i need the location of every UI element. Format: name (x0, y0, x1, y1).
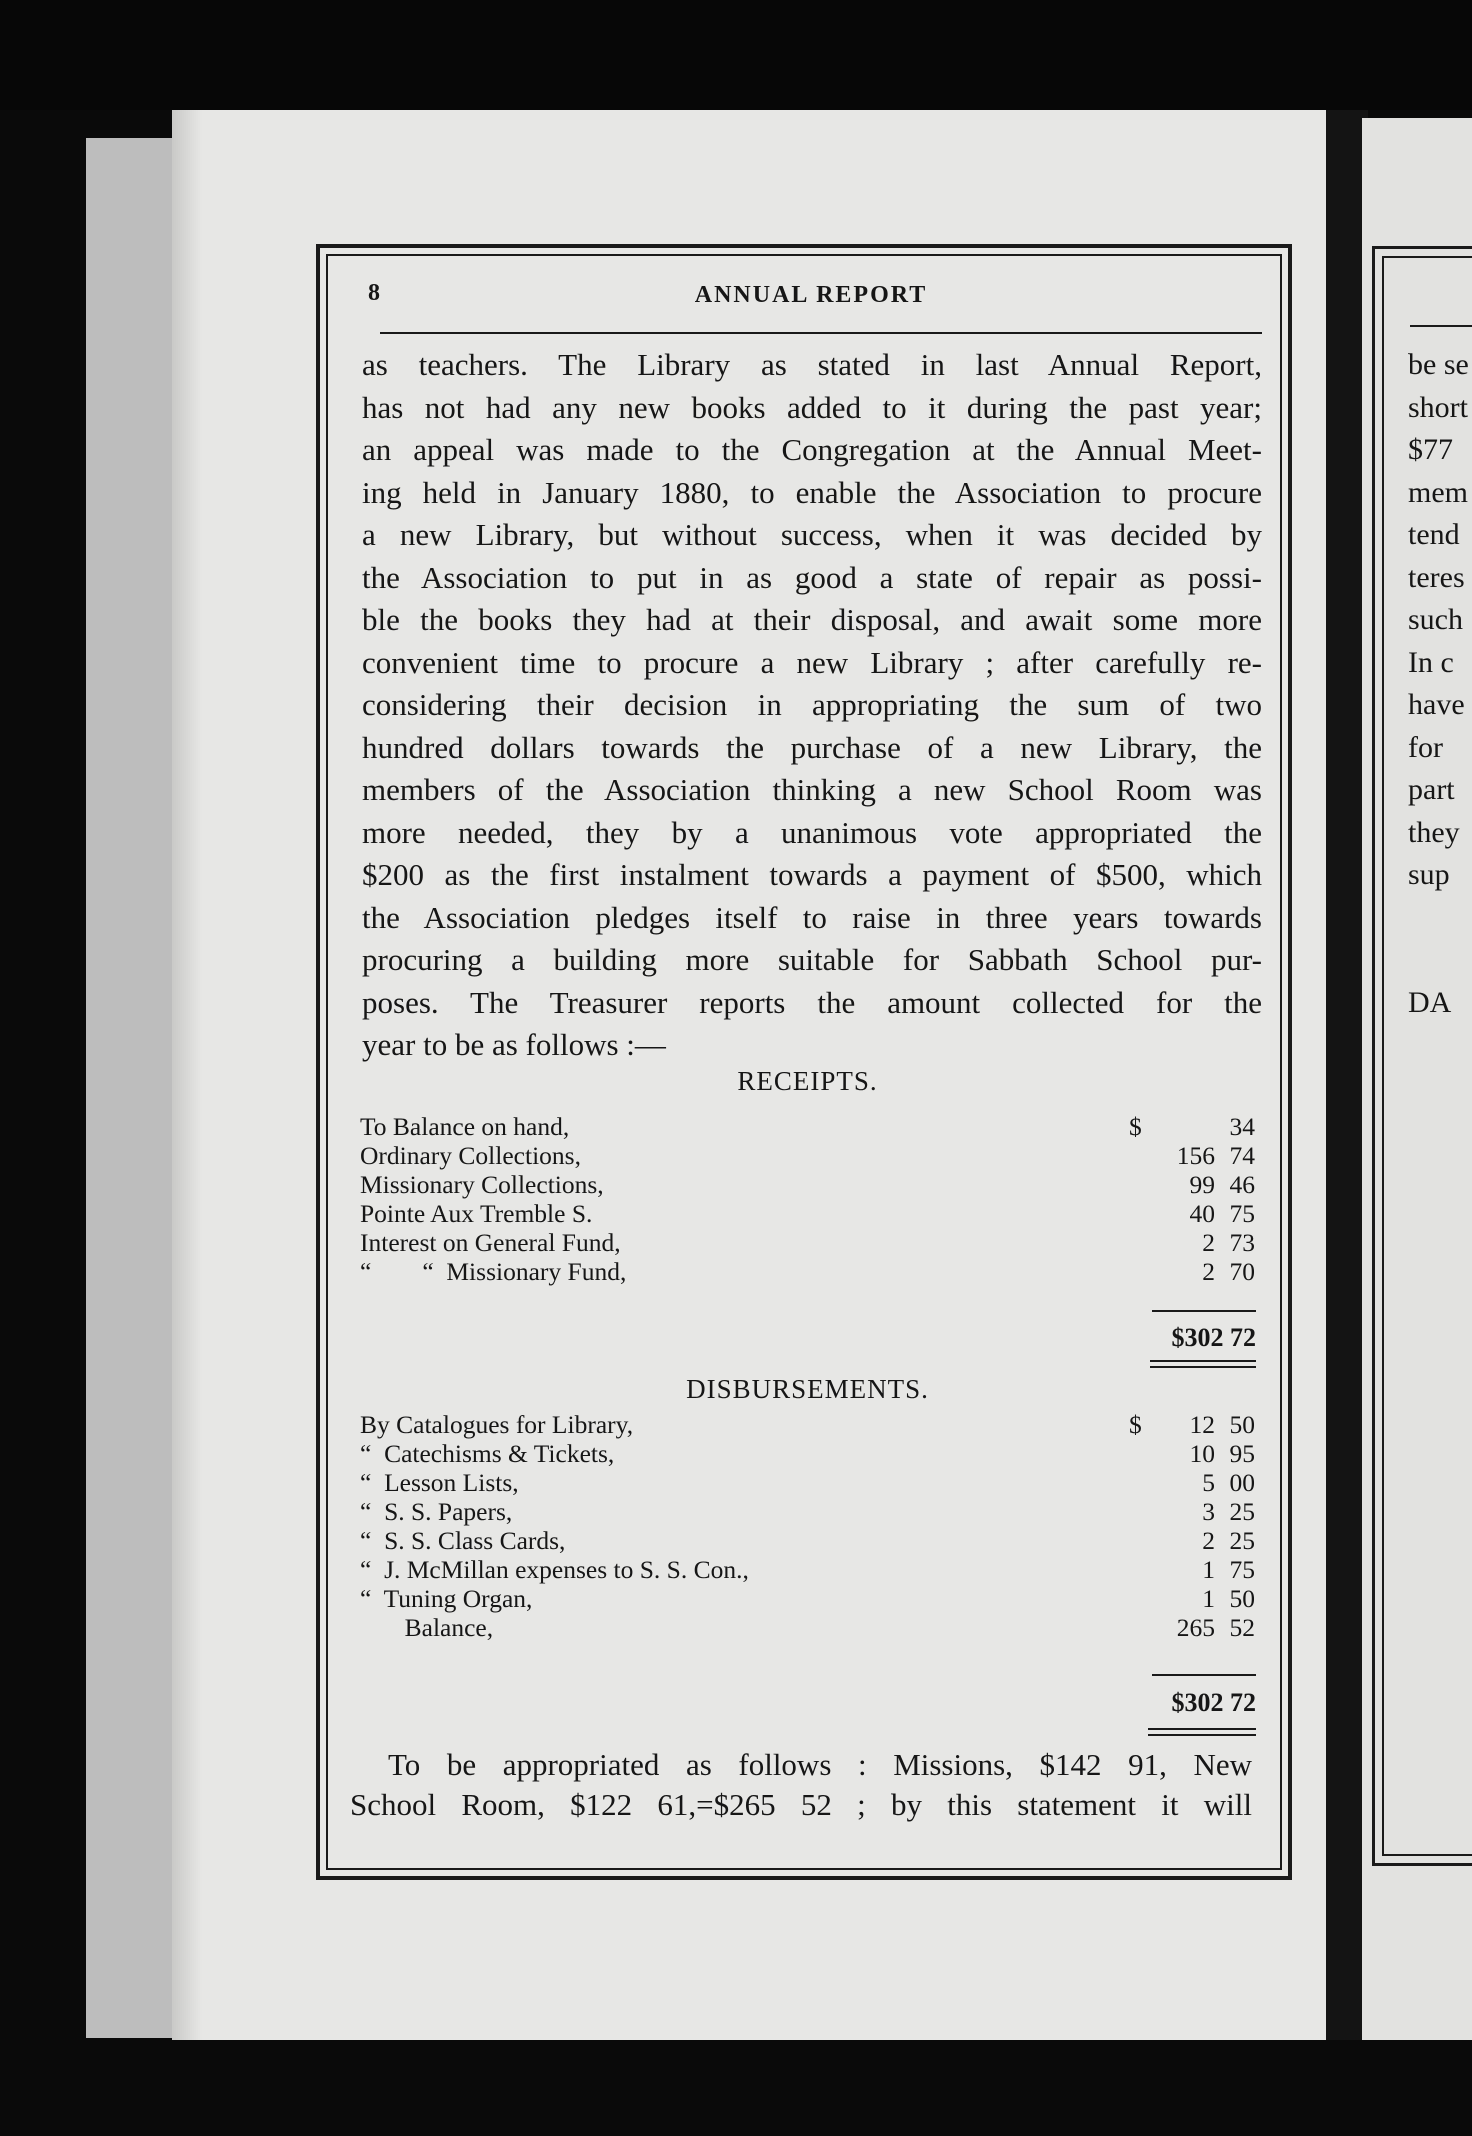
amount-cents: 46 (1229, 1170, 1255, 1199)
body-line: the Association to put in as good a state of repair as possi- (362, 559, 1262, 595)
disbursements-row (360, 1468, 1255, 1497)
amount-cents: 25 (1229, 1526, 1255, 1555)
currency-sign: $ (1129, 1410, 1142, 1439)
currency-sign: $ (1129, 1112, 1142, 1141)
facing-page-fragment: In c (1408, 645, 1454, 679)
body-line: ing held in January 1880, to enable the Association to procure (362, 474, 1262, 510)
body-line: considering their decision in appropriating the sum of two (362, 687, 1262, 722)
amount-cents: 95 (1229, 1439, 1255, 1468)
receipts-total-rule-1 (1150, 1360, 1256, 1362)
body-line: a new Library, but without success, when it was decided by (362, 517, 1262, 552)
facing-page-fragment: part (1408, 773, 1455, 806)
amount-dollars: 1 (1202, 1555, 1215, 1584)
amount-dollars: 2 (1202, 1526, 1215, 1555)
amount-cents: 00 (1229, 1468, 1255, 1497)
body-line: procuring a building more suitable for Sabbath School pur- (362, 942, 1262, 977)
body-line: ble the books they had at their disposal, and await some more (362, 602, 1262, 637)
body-line: has not had any new books added to it during the past year; (362, 389, 1262, 425)
page-shading (172, 110, 202, 2045)
header-rule (380, 332, 1262, 334)
disbursements-heading: DISBURSEMENTS. (686, 1374, 929, 1404)
disbursements-row (360, 1526, 1255, 1555)
receipts-row (360, 1170, 1255, 1199)
receipts-total-rule-2 (1150, 1366, 1256, 1368)
amount-dollars: 3 (1202, 1497, 1215, 1526)
body-line: as teachers. The Library as stated in last Annual Report, (362, 347, 1262, 382)
amount-cents: 25 (1229, 1497, 1255, 1526)
body-line: more needed, they by a unanimous vote appropriated the (362, 814, 1262, 850)
receipts-total: $302 72 (1171, 1323, 1256, 1352)
receipts-row-label: “ “ Missionary Fund, (360, 1257, 627, 1286)
receipts-row-label: Missionary Collections, (360, 1170, 604, 1199)
facing-page-fragment: tend (1408, 518, 1460, 551)
amount-cents: 52 (1229, 1613, 1255, 1642)
amount-dollars: 156 (1176, 1141, 1215, 1170)
facing-page-fragment: sup (1408, 858, 1450, 891)
page-number: 8 (368, 280, 380, 306)
facing-page-fragment: be se (1408, 348, 1469, 381)
receipts-row-label: Pointe Aux Tremble S. (360, 1199, 593, 1228)
disbursements-total-rule-top (1152, 1674, 1256, 1676)
closing-line: To be appropriated as follows : Missions, $142 91, New (388, 1747, 1252, 1782)
running-title: ANNUAL REPORT (694, 282, 928, 308)
body-line: an appeal was made to the Congregation at the Annual Meet- (362, 432, 1262, 467)
amount-dollars: 40 (1189, 1199, 1215, 1228)
amount-cents: 73 (1229, 1228, 1255, 1257)
disbursements-table (360, 1410, 1255, 1642)
page-stack-edge (86, 138, 186, 2038)
dark-background-bottom (0, 2040, 1472, 2136)
facing-page-text (1408, 344, 1472, 1024)
disbursements-row-label: Balance, (360, 1613, 494, 1642)
facing-page-header-rule (1410, 325, 1472, 327)
facing-page-fragment: for (1408, 730, 1443, 764)
facing-page-fragment: they (1408, 815, 1460, 849)
amount-cents: 70 (1229, 1257, 1255, 1286)
disbursements-row-label: “ Lesson Lists, (360, 1468, 519, 1497)
disbursements-row (360, 1497, 1255, 1526)
receipts-row-label: Interest on General Fund, (360, 1228, 621, 1257)
receipts-row-label: To Balance on hand, (360, 1112, 570, 1141)
facing-page-fragment: mem (1408, 475, 1468, 509)
disbursements-row-label: “ Catechisms & Tickets, (360, 1439, 615, 1468)
amount-cents: 75 (1229, 1555, 1255, 1584)
amount-dollars: 10 (1189, 1439, 1215, 1468)
closing-line: School Room, $122 61,=$265 52 ; by this statement it will (350, 1787, 1252, 1822)
amount-dollars: 12 (1189, 1410, 1215, 1439)
receipts-row (360, 1199, 1255, 1228)
receipts-total-rule-top (1152, 1310, 1256, 1312)
amount-cents: 50 (1229, 1584, 1255, 1613)
disbursements-row-label: By Catalogues for Library, (360, 1410, 634, 1439)
amount-dollars: 265 (1176, 1613, 1215, 1642)
receipts-row (360, 1112, 1255, 1141)
amount-cents: 50 (1229, 1410, 1255, 1439)
disbursements-row-label: “ S. S. Papers, (360, 1497, 513, 1526)
body-line: hundred dollars towards the purchase of a new Library, the (362, 729, 1262, 765)
closing-paragraph (350, 1745, 1252, 1825)
body-line: convenient time to procure a new Library ; after carefully re- (362, 644, 1262, 680)
amount-dollars: 1 (1202, 1584, 1215, 1613)
disbursements-total: $302 72 (1171, 1688, 1256, 1717)
body-line: $200 as the first instalment towards a payment of $500, which (362, 857, 1262, 892)
disbursements-total-rule-1 (1148, 1728, 1256, 1730)
amount-dollars: 2 (1202, 1257, 1215, 1286)
body-line: year to be as follows :— (362, 1027, 666, 1062)
receipts-row (360, 1228, 1255, 1257)
disbursements-row (360, 1555, 1255, 1584)
disbursements-row (360, 1410, 1255, 1439)
receipts-row (360, 1257, 1255, 1286)
page-header (368, 280, 1254, 320)
disbursements-total-rule-2 (1148, 1734, 1256, 1736)
facing-page-fragment: have (1408, 688, 1465, 721)
facing-page-fragment: short (1408, 390, 1468, 424)
receipts-row-label: Ordinary Collections, (360, 1141, 581, 1170)
facing-page-fragment: $77 (1408, 433, 1453, 466)
amount-dollars: 99 (1189, 1170, 1215, 1199)
receipts-heading: RECEIPTS. (737, 1066, 878, 1096)
amount-cents: 75 (1229, 1199, 1255, 1228)
disbursements-row (360, 1613, 1255, 1642)
body-paragraph (362, 344, 1262, 1067)
dark-background (0, 0, 1472, 110)
amount-dollars: 2 (1202, 1228, 1215, 1257)
body-line: poses. The Treasurer reports the amount collected for the (362, 984, 1262, 1020)
facing-page-fragment (1408, 897, 1472, 940)
disbursements-row (360, 1439, 1255, 1468)
facing-page-fragment (1408, 939, 1472, 982)
amount-cents: 34 (1229, 1112, 1255, 1141)
amount-cents: 74 (1229, 1141, 1255, 1170)
body-line: members of the Association thinking a new School Room was (362, 772, 1262, 807)
receipts-table (360, 1112, 1255, 1286)
facing-page-fragment: DA (1408, 985, 1452, 1019)
receipts-row (360, 1141, 1255, 1170)
facing-page-fragment: such (1408, 603, 1463, 636)
body-line: the Association pledges itself to raise in three years towards (362, 899, 1262, 935)
disbursements-row (360, 1584, 1255, 1613)
disbursements-row-label: “ S. S. Class Cards, (360, 1526, 566, 1555)
amount-dollars: 5 (1202, 1468, 1215, 1497)
facing-page-fragment: teres (1408, 560, 1465, 594)
disbursements-row-label: “ Tuning Organ, (360, 1584, 533, 1613)
disbursements-row-label: “ J. McMillan expenses to S. S. Con., (360, 1555, 749, 1584)
